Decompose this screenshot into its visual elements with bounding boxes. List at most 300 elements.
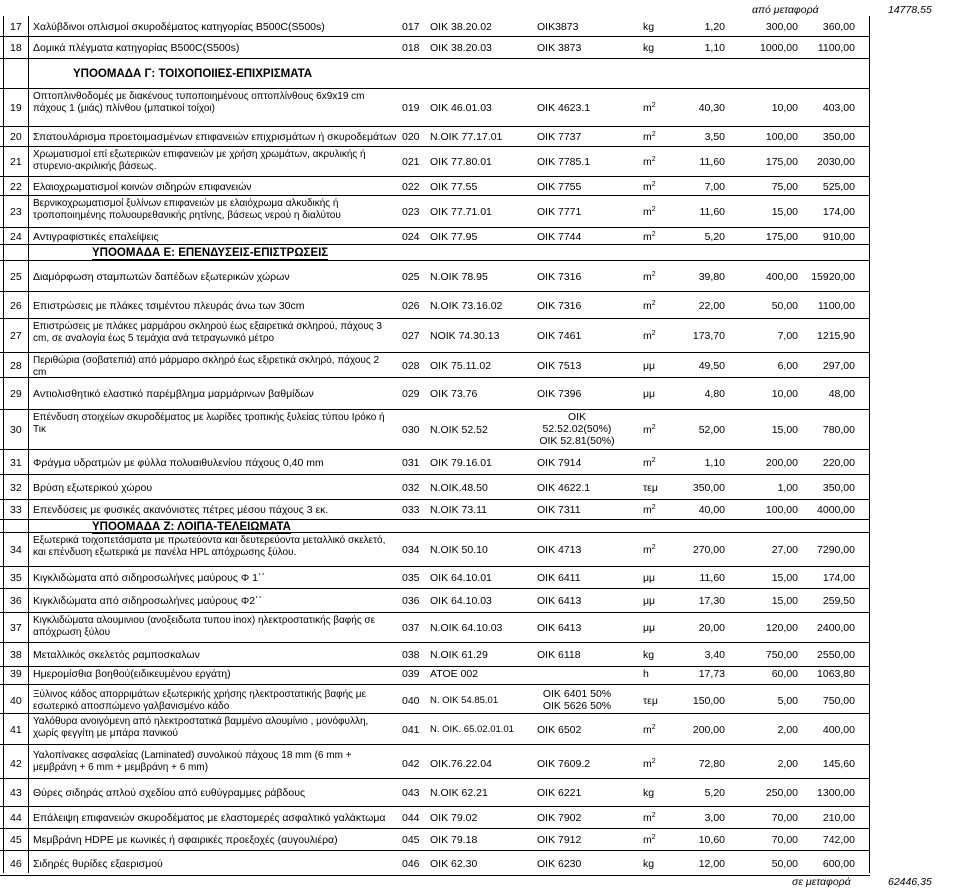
table-row <box>0 37 960 59</box>
oik-code: ΟΙΚ 77.95 <box>430 231 478 243</box>
item-number: 42 <box>10 758 22 770</box>
table-row <box>0 353 960 378</box>
table-row <box>0 410 960 450</box>
line-total: 750,00 <box>822 695 855 707</box>
item-description: Μεμβράνη HDPE με κωνικές ή σφαιρικές προεξοχές (αυγουλιέρα) <box>33 834 338 846</box>
reference-code: ΟΙΚ 7461 <box>537 330 582 342</box>
item-number: 45 <box>10 834 22 846</box>
item-code: 034 <box>402 544 420 556</box>
quantity: 11,60 <box>699 156 725 168</box>
item-number: 27 <box>10 330 22 342</box>
unit: $m^2$ <box>643 834 656 846</box>
unit: kg <box>643 649 655 661</box>
reference-code: ΟΙΚ 4622.1 <box>537 482 591 494</box>
oik-code: Ν.ΟΙΚ 50.10 <box>430 544 488 556</box>
line-total: 2550,00 <box>817 649 855 661</box>
line-total: 1215,90 <box>817 330 855 342</box>
table-row <box>0 292 960 319</box>
unit-price: 15,00 <box>771 572 798 584</box>
unit-price: 50,00 <box>771 300 798 312</box>
oik-code: ΟΙΚ 62.30 <box>430 858 478 870</box>
item-code: 036 <box>402 595 420 607</box>
table-row <box>0 147 960 177</box>
oik-code: ΟΙΚ 77.80.01 <box>430 156 492 168</box>
line-total: 350,00 <box>822 482 855 494</box>
item-description: Σιδηρές θυρίδες εξαερισμού <box>33 858 163 870</box>
unit: $m^2$ <box>643 424 656 436</box>
reference-code: ΟΙΚ 6413 <box>537 622 582 634</box>
unit-price: 10,00 <box>771 388 798 400</box>
oik-code: Ν.ΟΙΚ 61.29 <box>430 649 488 661</box>
item-number: 44 <box>10 812 22 824</box>
item-code: 041 <box>402 724 420 736</box>
line-total: 400,00 <box>822 724 855 736</box>
item-description: Θύρες σιδηράς απλού σχεδίου από ευθύγραμμες ράβδους <box>33 787 306 799</box>
item-number: 37 <box>10 622 22 634</box>
item-description: Βρύση εξωτερικού χώρου <box>33 482 153 494</box>
reference-code: ΟΙΚ 6118 <box>537 649 581 661</box>
quantity: 1,20 <box>704 21 725 33</box>
item-description: Περιθώρια (σοβατεπιά) από μάρμαρο σκληρό έως εξιρετικά σκληρό, πάχους 2 cm <box>33 355 380 378</box>
unit: $m^2$ <box>643 330 656 342</box>
unit-price: 70,00 <box>771 812 798 824</box>
unit: $m^2$ <box>643 758 656 770</box>
reference-code: ΟΙΚ 4713 <box>537 544 582 556</box>
reference-code: ΟΙΚ 3873 <box>537 42 582 54</box>
item-description: Εξωτερικά τοιχοπετάσματα με πρωτεύοντα και δευτερεύοντα μεταλλικό σκελετό, και επένδυση εξωτερικά με πανέλα HPL απόχρωσης ξύλου. <box>33 535 386 558</box>
item-code: 037 <box>402 622 420 634</box>
item-description: Ξύλινος κάδος απορριμάτων εξωτερικής χρήσης ηλεκτροστατικής βαφής με εσωτερικό αποσπώμενο γαλβανισμένο κάδο <box>33 689 366 712</box>
table-row <box>0 500 960 520</box>
reference-code: ΟΙΚ 7737 <box>537 131 582 143</box>
unit: $m^2$ <box>643 457 656 469</box>
item-number: 43 <box>10 787 22 799</box>
unit-price: 1,00 <box>777 482 798 494</box>
line-total: 1100,00 <box>817 42 855 54</box>
quantity: 11,60 <box>699 206 725 218</box>
item-code: 038 <box>402 649 420 661</box>
oik-code: Ν.ΟΙΚ 64.10.03 <box>430 622 503 634</box>
reference-code: ΟΙΚ 7316 <box>537 271 582 283</box>
quantity: 17,30 <box>698 595 725 607</box>
oik-code: ΑΤΟΕ 002 <box>430 668 479 680</box>
group-header-row <box>0 520 960 533</box>
unit: $m^2$ <box>643 102 656 114</box>
table-row <box>0 89 960 127</box>
unit-price: 175,00 <box>765 156 798 168</box>
oik-code: ΟΙΚ 79.16.01 <box>430 457 492 469</box>
item-code: 029 <box>402 388 420 400</box>
table-row <box>0 663 960 685</box>
quantity: 5,20 <box>704 787 725 799</box>
table-row <box>0 196 960 228</box>
item-number: 35 <box>10 572 22 584</box>
oik-code: ΝΟΙΚ 74.30.13 <box>430 330 500 342</box>
item-description: Οπτοπλινθοδομές με διακένους τυποποιημένους οπτοπλίνθους 6x9x19 cm πάχους 1 (μιάς) πλίνθου (μπατικοί τοίχοι) <box>33 91 365 114</box>
reference-code: ΟΙΚ 7785.1 <box>537 156 591 168</box>
table-row <box>0 714 960 745</box>
oik-code: ΟΙΚ 64.10.03 <box>430 595 492 607</box>
item-description: Ημερομίσθια βοηθού(ειδικευμένου εργάτη) <box>33 668 231 680</box>
line-total: 174,00 <box>822 572 855 584</box>
item-code: 046 <box>402 858 420 870</box>
unit: μμ <box>643 572 656 584</box>
unit-price: 7,00 <box>777 330 798 342</box>
item-number: 23 <box>10 206 22 218</box>
row-divider <box>0 850 870 851</box>
group-title: ΥΠΟΟΜΑΔΑ Ε: ΕΠΕΝΔΥΣΕΙΣ-ΕΠΙΣΤΡΩΣΕΙΣ <box>92 247 329 259</box>
reference-code: ΟΙΚ 4623.1 <box>537 102 591 114</box>
item-code: 028 <box>402 360 420 372</box>
table-row <box>0 589 960 613</box>
table-row <box>0 807 960 829</box>
oik-code: ΟΙΚ 77.55 <box>430 181 478 193</box>
line-total: 2030,00 <box>817 156 855 168</box>
item-number: 46 <box>10 858 22 870</box>
item-description: Αντιγραφιστικές επαλείψεις <box>33 231 159 243</box>
item-description: Επενδύσεις με φυσικές ακανόνιστες πέτρες μέσου πάχους 3 εκ. <box>33 504 329 516</box>
oik-code: Ν.ΟΙΚ 73.16.02 <box>430 300 503 312</box>
line-total: 145,60 <box>822 758 855 770</box>
item-code: 035 <box>402 572 420 584</box>
table-row <box>0 613 960 643</box>
reference-code: ΟΙΚ 7513 <box>537 360 582 372</box>
row-divider <box>0 744 870 745</box>
line-total: 2400,00 <box>817 622 855 634</box>
item-description: Αντιολισθητικό ελαστικό παρέμβλημα μαρμάρινων βαθμίδων <box>33 388 314 400</box>
unit-price: 250,00 <box>765 787 798 799</box>
item-number: 24 <box>10 231 22 243</box>
oik-code: Ν. ΟΙΚ 54.85.01 <box>430 695 499 706</box>
line-total: 403,00 <box>822 102 855 114</box>
unit: $m^2$ <box>643 156 656 168</box>
unit: h <box>643 668 649 680</box>
item-number: 17 <box>10 21 22 33</box>
item-description: Κιγκλιδώματα από σιδηροσωλήνες μαύρους Φ2΄΄ <box>33 595 263 607</box>
item-number: 41 <box>10 724 22 736</box>
unit-price: 15,00 <box>771 595 798 607</box>
table-row <box>0 852 960 876</box>
item-description: Κιγκλιδώματα αλουμινιου (ανοξειδωτα τυπου inox) ηλεκτροστατικής βαφής σε απόχρωση ξύλου <box>33 615 376 638</box>
oik-code: ΟΙΚ 77.71.01 <box>430 206 492 218</box>
unit: kg <box>643 42 655 54</box>
reference-code: ΟΙΚ 7396 <box>537 388 582 400</box>
line-total: 4000,00 <box>817 504 855 516</box>
oik-code: ΟΙΚ 73.76 <box>430 388 478 400</box>
table-row <box>0 177 960 196</box>
item-description: Κιγκλιδώματα από σιδηροσωλήνες μαύρους Φ 1΄΄ <box>33 572 265 584</box>
item-description: Χρωματισμοί επί εξωτερικών επιφανειών με χρήση χρωμάτων, ακρυλικής ή στυρενιο-ακριλικής βάσεως. <box>33 149 366 172</box>
unit: μμ <box>643 360 656 372</box>
line-total: 910,00 <box>822 231 855 243</box>
quantity: 39,80 <box>698 271 725 283</box>
item-code: 044 <box>402 812 420 824</box>
item-description: Φράγμα υδρατμών με φύλλα πολυαιθυλενίου πάχους 0,40 mm <box>33 457 324 469</box>
unit-price: 200,00 <box>765 457 798 469</box>
quantity: 173,70 <box>692 330 725 342</box>
quantity: 5,20 <box>704 231 725 243</box>
reference-code: ΟΙΚ 7902 <box>537 812 582 824</box>
column-divider <box>869 16 870 873</box>
line-total: 297,00 <box>822 360 855 372</box>
item-description: Βερνικοχρωματισμοί ξυλίνων επιφανειών με ελαιόχρωμα αλκυδικής ή τροποποιημένης πολυουρεθανικής ρητίνης, βάσεως νερού η διαλύτου <box>33 198 341 221</box>
unit: $m^2$ <box>643 181 656 193</box>
carry-out-value: 62446,35 <box>888 876 932 888</box>
item-number: 19 <box>10 102 22 114</box>
item-number: 20 <box>10 131 22 143</box>
carry-out-label: σε μεταφορά <box>792 876 851 888</box>
table-row <box>0 779 960 807</box>
line-total: 780,00 <box>822 424 855 436</box>
quantity: 150,00 <box>692 695 725 707</box>
item-number: 38 <box>10 649 22 661</box>
group-header-row <box>0 245 960 261</box>
oik-code: ΟΙΚ 64.10.01 <box>430 572 492 584</box>
oik-code: Ν.ΟΙΚ.48.50 <box>430 482 488 494</box>
unit-price: 2,00 <box>777 724 798 736</box>
unit-price: 5,00 <box>777 695 798 707</box>
unit: kg <box>643 21 655 33</box>
item-code: 040 <box>402 695 420 707</box>
unit: μμ <box>643 388 656 400</box>
reference-code: ΟΙΚ 7744 <box>537 231 582 243</box>
item-code: 043 <box>402 787 420 799</box>
group-header-row <box>0 59 960 89</box>
table-row <box>0 748 960 779</box>
line-total: 1100,00 <box>817 300 855 312</box>
reference-code: ΟΙΚ 7914 <box>537 457 582 469</box>
line-total: 7290,00 <box>817 544 855 556</box>
unit: $m^2$ <box>643 812 656 824</box>
line-total: 600,00 <box>822 858 855 870</box>
item-code: 023 <box>402 206 420 218</box>
item-description: Επένδυση στοιχείων σκυροδέματος με λωρίδες τροπικής ξυλείας τύπου Ιρόκο ή Τικ <box>33 412 385 435</box>
table-row <box>0 533 960 567</box>
quantity: 350,00 <box>692 482 725 494</box>
line-total: 259,50 <box>822 595 855 607</box>
item-description: Υαλόθυρα ανοιγόμενη από ηλεκτροστατικά βαμμένο αλουμίνιο , μονόφυλλη, χωρίς φεγγίτη με μπάρα πανικού <box>33 716 369 739</box>
item-code: 020 <box>402 131 420 143</box>
table-row <box>0 319 960 353</box>
table-row <box>0 127 960 147</box>
oik-code: Ν. ΟΙΚ. 65.02.01.01 <box>430 724 514 735</box>
oik-code: ΟΙΚ 79.18 <box>430 834 478 846</box>
reference-code: ΟΙΚ 6502 <box>537 724 582 736</box>
item-description: Διαμόρφωση σταμπωτών δαπέδων εξωτερικών χώρων <box>33 271 290 283</box>
unit-price: 27,00 <box>771 544 798 556</box>
item-description: Χαλύβδινοι οπλισμοί σκυροδέματος κατηγορίας B500C(S500s) <box>33 21 325 33</box>
unit-price: 6,00 <box>777 360 798 372</box>
table-row <box>0 16 960 37</box>
line-total: 48,00 <box>828 388 855 400</box>
item-number: 31 <box>10 457 22 469</box>
item-description: Επάλειψη επιφανειών σκυροδέματος με ελαστομερές ασφαλτικό γαλάκτωμα <box>33 812 386 824</box>
quantity: 3,50 <box>704 131 725 143</box>
item-code: 022 <box>402 181 420 193</box>
oik-code: Ν.ΟΙΚ 62.21 <box>430 787 488 799</box>
unit: μμ <box>643 622 656 634</box>
reference-code: ΟΙΚ 6230 <box>537 858 582 870</box>
reference-code: ΟΙΚ 52.52.02(50%) ΟΙΚ 52.81(50%) <box>539 411 615 447</box>
line-total: 15920,00 <box>811 271 855 283</box>
reference-code: ΟΙΚ 7771 <box>537 206 582 218</box>
unit-price: 15,00 <box>771 206 798 218</box>
item-code: 021 <box>402 156 420 168</box>
item-number: 39 <box>10 668 22 680</box>
item-code: 042 <box>402 758 420 770</box>
item-number: 29 <box>10 388 22 400</box>
oik-code: ΟΙΚ 38.20.03 <box>430 42 492 54</box>
oik-code: ΟΙΚ 46.01.03 <box>430 102 492 114</box>
reference-code: ΟΙΚ 7316 <box>537 300 582 312</box>
quantity: 72,80 <box>698 758 725 770</box>
unit-price: 2,00 <box>777 758 798 770</box>
quantity: 1,10 <box>704 457 725 469</box>
line-total: 360,00 <box>822 21 855 33</box>
table-row <box>0 829 960 851</box>
table-row <box>0 378 960 410</box>
unit-price: 60,00 <box>771 668 798 680</box>
line-total: 1300,00 <box>817 787 855 799</box>
item-description: Μεταλλικός σκελετός ραμποσκαλων <box>33 649 200 661</box>
quantity: 12,00 <box>698 858 725 870</box>
unit-price: 300,00 <box>765 21 798 33</box>
item-code: 019 <box>402 102 420 114</box>
quantity: 4,80 <box>704 388 725 400</box>
quantity: 52,00 <box>698 424 725 436</box>
table-row <box>0 450 960 475</box>
unit: $m^2$ <box>643 724 656 736</box>
group-title: ΥΠΟΟΜΑΔΑ Γ: ΤΟΙΧΟΠΟΙΙΕΣ-ΕΠΙΧΡΙΣΜΑΤΑ <box>73 68 313 80</box>
unit-price: 10,00 <box>771 102 798 114</box>
quantity: 10,60 <box>698 834 725 846</box>
line-total: 742,00 <box>822 834 855 846</box>
oik-code: Ν.ΟΙΚ 77.17.01 <box>430 131 503 143</box>
unit-price: 400,00 <box>765 271 798 283</box>
unit-price: 120,00 <box>765 622 798 634</box>
oik-code: Ν.ΟΙΚ 73.11 <box>430 504 488 516</box>
row-divider <box>0 875 870 876</box>
quantity: 7,00 <box>704 181 725 193</box>
table-row <box>0 228 960 245</box>
carry-in-value: 14778,55 <box>888 4 932 16</box>
oik-code: Ν.ΟΙΚ 78.95 <box>430 271 488 283</box>
item-number: 28 <box>10 360 22 372</box>
unit: $m^2$ <box>643 544 656 556</box>
item-code: 031 <box>402 457 420 469</box>
line-total: 220,00 <box>822 457 855 469</box>
unit-price: 70,00 <box>771 834 798 846</box>
unit: $m^2$ <box>643 231 656 243</box>
quantity: 20,00 <box>698 622 725 634</box>
column-divider <box>28 16 29 873</box>
item-description: Επιστρώσεις με πλάκες μαρμάρου σκληρού έως εξαιρετικά σκληρού, πάχους 3 cm, σε αναλογία έως 5 τεμάχια ανά τετραγωνικό μέτρο <box>33 321 382 344</box>
unit: $m^2$ <box>643 504 656 516</box>
unit-price: 750,00 <box>765 649 798 661</box>
oik-code: ΟΙΚ 79.02 <box>430 812 478 824</box>
item-number: 25 <box>10 271 22 283</box>
unit: kg <box>643 858 655 870</box>
item-number: 26 <box>10 300 22 312</box>
unit-price: 15,00 <box>771 424 798 436</box>
item-number: 33 <box>10 504 22 516</box>
quantity: 11,60 <box>699 572 725 584</box>
line-total: 350,00 <box>822 131 855 143</box>
column-divider <box>3 16 4 873</box>
quantity: 40,30 <box>698 102 725 114</box>
reference-code: ΟΙΚ 7311 <box>537 504 581 516</box>
item-code: 018 <box>402 42 420 54</box>
unit-price: 50,00 <box>771 858 798 870</box>
reference-code: ΟΙΚ 6401 50% ΟΙΚ 5626 50% <box>542 688 612 712</box>
quantity: 40,00 <box>698 504 725 516</box>
item-number: 22 <box>10 181 22 193</box>
item-code: 032 <box>402 482 420 494</box>
item-code: 025 <box>402 271 420 283</box>
item-code: 026 <box>402 300 420 312</box>
oik-code: Ν.ΟΙΚ 52.52 <box>430 424 488 436</box>
quantity: 17,73 <box>698 668 725 680</box>
unit-price: 175,00 <box>765 231 798 243</box>
reference-code: ΟΙΚ 6411 <box>537 572 581 584</box>
item-number: 36 <box>10 595 22 607</box>
table-row <box>0 475 960 500</box>
row-divider <box>0 684 870 685</box>
item-code: 039 <box>402 668 420 680</box>
group-title: ΥΠΟΟΜΑΔΑ Ζ: ΛΟΙΠΑ-ΤΕΛΕΙΩΜΑΤΑ <box>92 521 291 533</box>
line-total: 174,00 <box>822 206 855 218</box>
quantity: 200,00 <box>692 724 725 736</box>
reference-code: ΟΙΚ 6221 <box>537 787 582 799</box>
item-number: 32 <box>10 482 22 494</box>
unit-price: 100,00 <box>765 131 798 143</box>
table-row <box>0 567 960 589</box>
unit: $m^2$ <box>643 271 656 283</box>
unit-price: 1000,00 <box>760 42 798 54</box>
table-row <box>0 687 960 714</box>
item-code: 033 <box>402 504 420 516</box>
item-number: 40 <box>10 695 22 707</box>
line-total: 1063,80 <box>817 668 855 680</box>
unit: τεμ <box>643 695 658 707</box>
oik-code: ΟΙΚ 75.11.02 <box>430 360 492 372</box>
table-row <box>0 261 960 292</box>
item-description: Επιστρώσεις με πλάκες τσιμέντου πλευράς άνω των 30cm <box>33 300 305 312</box>
unit: $m^2$ <box>643 300 656 312</box>
oik-code: ΟΙΚ.76.22.04 <box>430 758 492 770</box>
carry-in-label: από μεταφορά <box>752 4 819 16</box>
item-code: 030 <box>402 424 420 436</box>
item-number: 30 <box>10 424 22 436</box>
unit-price: 100,00 <box>765 504 798 516</box>
quantity: 3,40 <box>704 649 725 661</box>
item-number: 21 <box>10 156 22 168</box>
item-number: 34 <box>10 544 22 556</box>
unit: τεμ <box>643 482 658 494</box>
reference-code: ΟΙΚ 7912 <box>537 834 582 846</box>
line-total: 210,00 <box>822 812 855 824</box>
item-description: Ελαιοχρωματισμοί κοινών σιδηρών επιφανειών <box>33 181 252 193</box>
item-code: 027 <box>402 330 420 342</box>
item-number: 18 <box>10 42 22 54</box>
quantity: 1,10 <box>704 42 725 54</box>
oik-code: ΟΙΚ 38.20.02 <box>430 21 492 33</box>
reference-code: ΟΙΚ 6413 <box>537 595 582 607</box>
quantity: 3,00 <box>704 812 725 824</box>
reference-code: ΟΙΚ 7755 <box>537 181 582 193</box>
unit: $m^2$ <box>643 131 656 143</box>
line-total: 525,00 <box>822 181 855 193</box>
